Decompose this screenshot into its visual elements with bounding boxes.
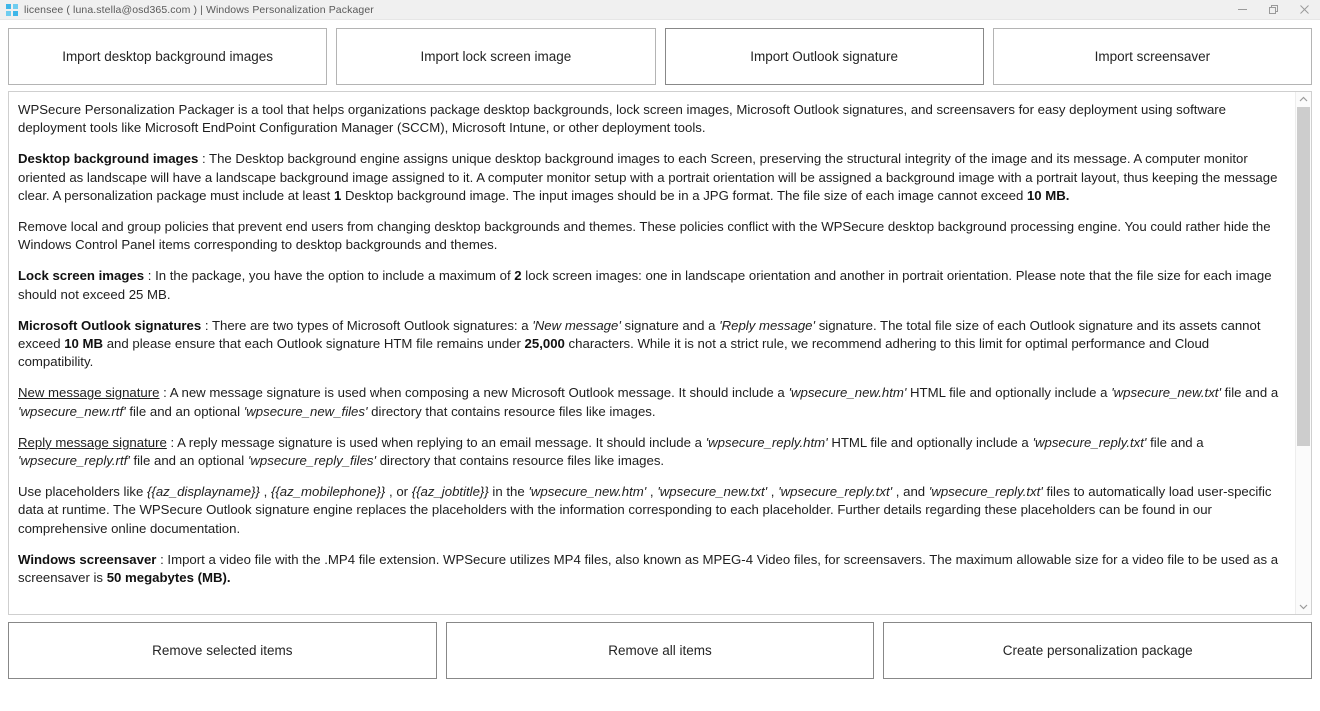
paragraph-screensaver: [18, 551, 1284, 587]
outlook-text-1: : There are two types of Microsoft Outlook signatures: a: [201, 317, 533, 333]
button-label: Create personalization package: [1002, 643, 1193, 658]
placeholder-displayname: {{az_displayname}}: [147, 484, 260, 500]
new-msg-files-dir: 'wpsecure_new_files': [243, 403, 368, 419]
placeholder-file-new-txt: 'wpsecure_new.txt': [657, 484, 768, 500]
placeholders-text-8: files to automatically load user-specific data at runtime. The WPSecure Outlook signature engine replaces the placeholders with the information corresponding to each placeholder. Further details regarding these placeholders can be found in our comprehensive online documentation.: [18, 484, 1272, 536]
screensaver-text-1: : Import a video file with the .MP4 file extension. WPSecure utilizes MP4 files, also known as MPEG-4 Video files, for screensavers. The maximum allowable size for a video file to be used as a screensaver is: [18, 551, 1279, 586]
button-label: Import lock screen image: [420, 49, 572, 64]
import-lock-screen-image-button[interactable]: [336, 28, 655, 85]
reply-msg-text-4: file and an optional: [129, 453, 248, 469]
placeholder-file-reply-txt-1: 'wpsecure_reply.txt': [778, 484, 893, 500]
information-scrollbar[interactable]: [1295, 92, 1311, 614]
title-bar-left: [0, 4, 374, 16]
button-label: Import screensaver: [1094, 49, 1211, 64]
desktop-background-min-count: 1: [333, 187, 342, 203]
new-msg-text-2: HTML file and optionally include a: [906, 385, 1112, 401]
information-panel: [8, 91, 1312, 615]
information-text: [9, 92, 1295, 614]
reply-msg-file-txt: 'wpsecure_reply.txt': [1032, 434, 1147, 450]
outlook-text-4: and please ensure that each Outlook signature HTM file remains under: [103, 336, 525, 352]
reply-msg-file-rtf: 'wpsecure_reply.rtf': [18, 453, 130, 469]
reply-message-signature-heading: Reply message signature: [18, 434, 167, 450]
placeholders-text-4: in the: [488, 484, 529, 500]
window-title: licensee ( luna.stella@osd365.com ) | Windows Personalization Packager: [24, 3, 374, 16]
desktop-background-max-size: 10 MB.: [1026, 187, 1070, 203]
paragraph-intro: [18, 101, 1284, 137]
new-message-signature-heading: New message signature: [18, 385, 160, 401]
screensaver-heading: Windows screensaver: [18, 551, 157, 567]
button-label: Import Outlook signature: [750, 49, 899, 64]
placeholder-file-new-htm: 'wpsecure_new.htm': [528, 484, 647, 500]
button-label: Remove all items: [608, 643, 712, 658]
create-personalization-package-button[interactable]: [883, 622, 1312, 679]
import-screensaver-button[interactable]: [993, 28, 1312, 85]
placeholders-text-7: , and: [892, 484, 929, 500]
desktop-background-heading: Desktop background images: [18, 151, 199, 167]
lock-screen-text-2: lock screen images: one in landscape orientation and another in portrait orientation. Please note that the file size for each image should not exceed 25 MB.: [18, 268, 1272, 302]
new-msg-text-3: file and a: [1220, 385, 1279, 401]
placeholder-file-reply-txt-2: 'wpsecure_reply.txt': [928, 484, 1043, 500]
placeholder-jobtitle: {{az_jobtitle}}: [411, 484, 489, 500]
app-tiles-icon: [6, 4, 18, 16]
new-msg-file-htm: 'wpsecure_new.htm': [788, 385, 907, 401]
outlook-text-5: characters. While it is not a strict rule, we recommend adhering to this limit for optimal performance and Cloud compatibility.: [18, 336, 1210, 370]
remove-all-items-button[interactable]: [446, 622, 875, 679]
scrollbar-track[interactable]: [1296, 107, 1311, 599]
paragraph-placeholders: [18, 483, 1284, 538]
paragraph-outlook-signatures: [18, 317, 1284, 372]
new-message-term: 'New message': [532, 317, 621, 333]
lock-screen-max-count: 2: [514, 268, 522, 284]
reply-msg-files-dir: 'wpsecure_reply_files': [247, 453, 377, 469]
minimize-button[interactable]: [1227, 0, 1258, 19]
paragraph-desktop-background: [18, 150, 1284, 205]
paragraph-lock-screen: [18, 267, 1284, 303]
new-msg-text-5: directory that contains resource files like images.: [367, 403, 656, 419]
placeholders-text-2: ,: [259, 484, 271, 500]
reply-msg-text-1: : A reply message signature is used when replying to an email message. It should include a: [166, 434, 706, 450]
outlook-text-3: signature. The total file size of each Outlook signature and its assets cannot exceed: [18, 317, 1261, 352]
new-msg-file-txt: 'wpsecure_new.txt': [1111, 385, 1221, 401]
outlook-text-2: signature and a: [620, 317, 720, 333]
import-button-bar: [0, 20, 1320, 91]
reply-msg-text-3: file and a: [1146, 434, 1204, 450]
title-bar: [0, 0, 1320, 20]
outlook-max-chars: 25,000: [524, 336, 565, 352]
paragraph-policies: [18, 218, 1284, 254]
desktop-background-text-1: : The Desktop background engine assigns unique desktop background images to each Screen, preserving the structural integrity of the image and its message. A computer monitor oriented as landscape will have a landscape background image assigned to it. A computer monitor setup with a portrait orientation will be assigned a background image with a portrait layout, thus keeping the message clear. A personalization package must include at least: [18, 151, 1278, 203]
button-label: Remove selected items: [152, 643, 293, 658]
reply-msg-text-2: HTML file and optionally include a: [827, 434, 1033, 450]
screensaver-max-size: 50 megabytes (MB).: [106, 570, 231, 586]
import-desktop-background-images-button[interactable]: [8, 28, 327, 85]
reply-msg-file-htm: 'wpsecure_reply.htm': [705, 434, 828, 450]
lock-screen-heading: Lock screen images: [18, 268, 145, 284]
paragraph-reply-message-signature: [18, 434, 1284, 470]
scrollbar-thumb[interactable]: [1297, 107, 1310, 446]
placeholder-mobilephone: {{az_mobilephone}}: [270, 484, 386, 500]
paragraph-new-message-signature: [18, 384, 1284, 420]
placeholders-text-6: ,: [767, 484, 779, 500]
new-msg-text-1: : A new message signature is used when composing a new Microsoft Outlook message. It should include a: [159, 385, 789, 401]
reply-message-term: 'Reply message': [719, 317, 816, 333]
new-msg-file-rtf: 'wpsecure_new.rtf': [18, 403, 126, 419]
remove-selected-items-button[interactable]: [8, 622, 437, 679]
placeholders-text-5: ,: [646, 484, 658, 500]
new-msg-text-4: file and an optional: [125, 403, 244, 419]
window-controls: [1227, 0, 1320, 19]
placeholders-text-1: Use placeholders like: [18, 484, 148, 500]
placeholders-text-3: , or: [385, 484, 412, 500]
import-outlook-signature-button[interactable]: [665, 28, 984, 85]
outlook-max-size: 10 MB: [64, 336, 104, 352]
close-button[interactable]: [1289, 0, 1320, 19]
policies-text: Remove local and group policies that prevent end users from changing desktop backgrounds and themes. These policies conflict with the WPSecure desktop background processing engine. You could rather hide the Windows Control Panel items corresponding to desktop backgrounds and themes.: [18, 219, 1271, 253]
chevron-up-icon[interactable]: [1296, 92, 1311, 107]
action-button-bar: [0, 615, 1320, 687]
desktop-background-text-2: Desktop background image. The input images should be in a JPG format. The file size of each image cannot exceed: [341, 187, 1027, 203]
restore-button[interactable]: [1258, 0, 1289, 19]
button-label: Import desktop background images: [62, 49, 274, 64]
intro-text: WPSecure Personalization Packager is a tool that helps organizations package desktop backgrounds, lock screen images, Microsoft Outlook signatures, and screensavers for easy deployment using software deployment tools like Microsoft EndPoint Configuration Manager (SCCM), Microsoft Intune, or other deployment tools.: [18, 102, 1227, 136]
reply-msg-text-5: directory that contains resource files like images.: [376, 453, 665, 469]
chevron-down-icon[interactable]: [1296, 599, 1311, 614]
lock-screen-text-1: : In the package, you have the option to include a maximum of: [144, 268, 515, 284]
outlook-signatures-heading: Microsoft Outlook signatures: [18, 317, 202, 333]
